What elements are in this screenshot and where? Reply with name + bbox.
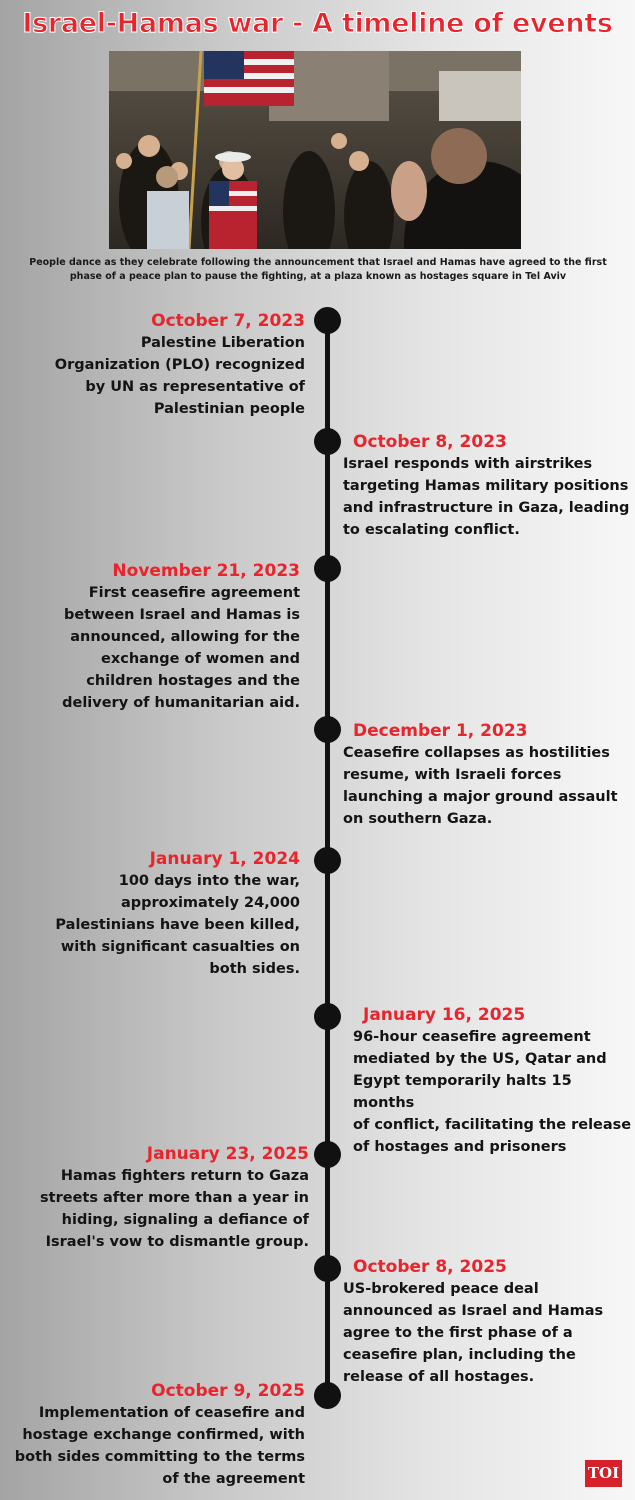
timeline-entry xyxy=(343,1256,635,1388)
entry-date: October 8, 2025 xyxy=(353,1257,507,1277)
timeline-dot xyxy=(314,1141,341,1168)
timeline-dot xyxy=(314,555,341,582)
entry-date: November 21, 2023 xyxy=(112,561,300,581)
timeline-entry xyxy=(5,310,305,420)
timeline-entry xyxy=(9,1143,309,1253)
timeline-entry xyxy=(0,1380,305,1490)
entry-date: October 8, 2023 xyxy=(353,432,507,452)
entry-text: Israel responds with airstrikes targeting Hamas military positions and infrastructure in Gaza, leading to escalating conflict. xyxy=(343,456,630,538)
entry-date: October 7, 2023 xyxy=(151,311,305,331)
timeline-entry xyxy=(10,848,300,980)
timeline-entry xyxy=(10,560,300,714)
timeline-dot xyxy=(314,428,341,455)
timeline-entry xyxy=(343,720,635,830)
entry-date: October 9, 2025 xyxy=(151,1381,305,1401)
entry-date: January 23, 2025 xyxy=(146,1144,309,1164)
timeline-entry xyxy=(353,1004,635,1158)
timeline-dot xyxy=(314,1382,341,1409)
timeline-dot xyxy=(314,847,341,874)
toi-logo: TOI xyxy=(585,1460,622,1487)
timeline-dot xyxy=(314,1003,341,1030)
entry-text: Palestine Liberation Organization (PLO) recognized by UN as representative of Palestinian people xyxy=(54,335,305,417)
timeline-dot xyxy=(314,307,341,334)
entry-text: Implementation of ceasefire and hostage exchange confirmed, with both sides committing to the terms of the agreement xyxy=(14,1405,305,1487)
entry-text: US-brokered peace deal announced as Israel and Hamas agree to the first phase of a ceasefire plan, including the release of all hostages. xyxy=(343,1281,604,1385)
celebration-photo xyxy=(109,51,521,249)
timeline-dot xyxy=(314,1255,341,1282)
photo-caption: People dance as they celebrate following the announcement that Israel and Hamas have agreed to the first phase of a peace plan to pause the fighting, at a plaza known as hostages square in Tel Aviv xyxy=(29,257,607,282)
timeline-dot xyxy=(314,716,341,743)
entry-date: January 16, 2025 xyxy=(363,1005,526,1025)
entry-text: Hamas fighters return to Gaza streets after more than a year in hiding, signaling a defiance of Israel's vow to dismantle group. xyxy=(40,1168,309,1250)
entry-text: Ceasefire collapses as hostilities resume, with Israeli forces launching a major ground assault on southern Gaza. xyxy=(343,745,618,827)
entry-text: 100 days into the war, approximately 24,000 Palestinians have been killed, with significant casualties on both sides. xyxy=(55,873,300,977)
entry-text: First ceasefire agreement between Israel and Hamas is announced, allowing for the exchange of women and children hostages and the delivery of humanitarian aid. xyxy=(62,585,300,711)
entry-date: January 1, 2024 xyxy=(149,849,300,869)
photo-illustration xyxy=(109,51,521,249)
page-title: Israel-Hamas war - A timeline of events xyxy=(22,8,613,39)
entry-text: 96-hour ceasefire agreement mediated by the US, Qatar and Egypt temporarily halts 15 months of conflict, facilitating the release of hostages and prisoners xyxy=(353,1029,632,1155)
timeline-entry xyxy=(343,431,635,541)
entry-date: December 1, 2023 xyxy=(353,721,528,741)
